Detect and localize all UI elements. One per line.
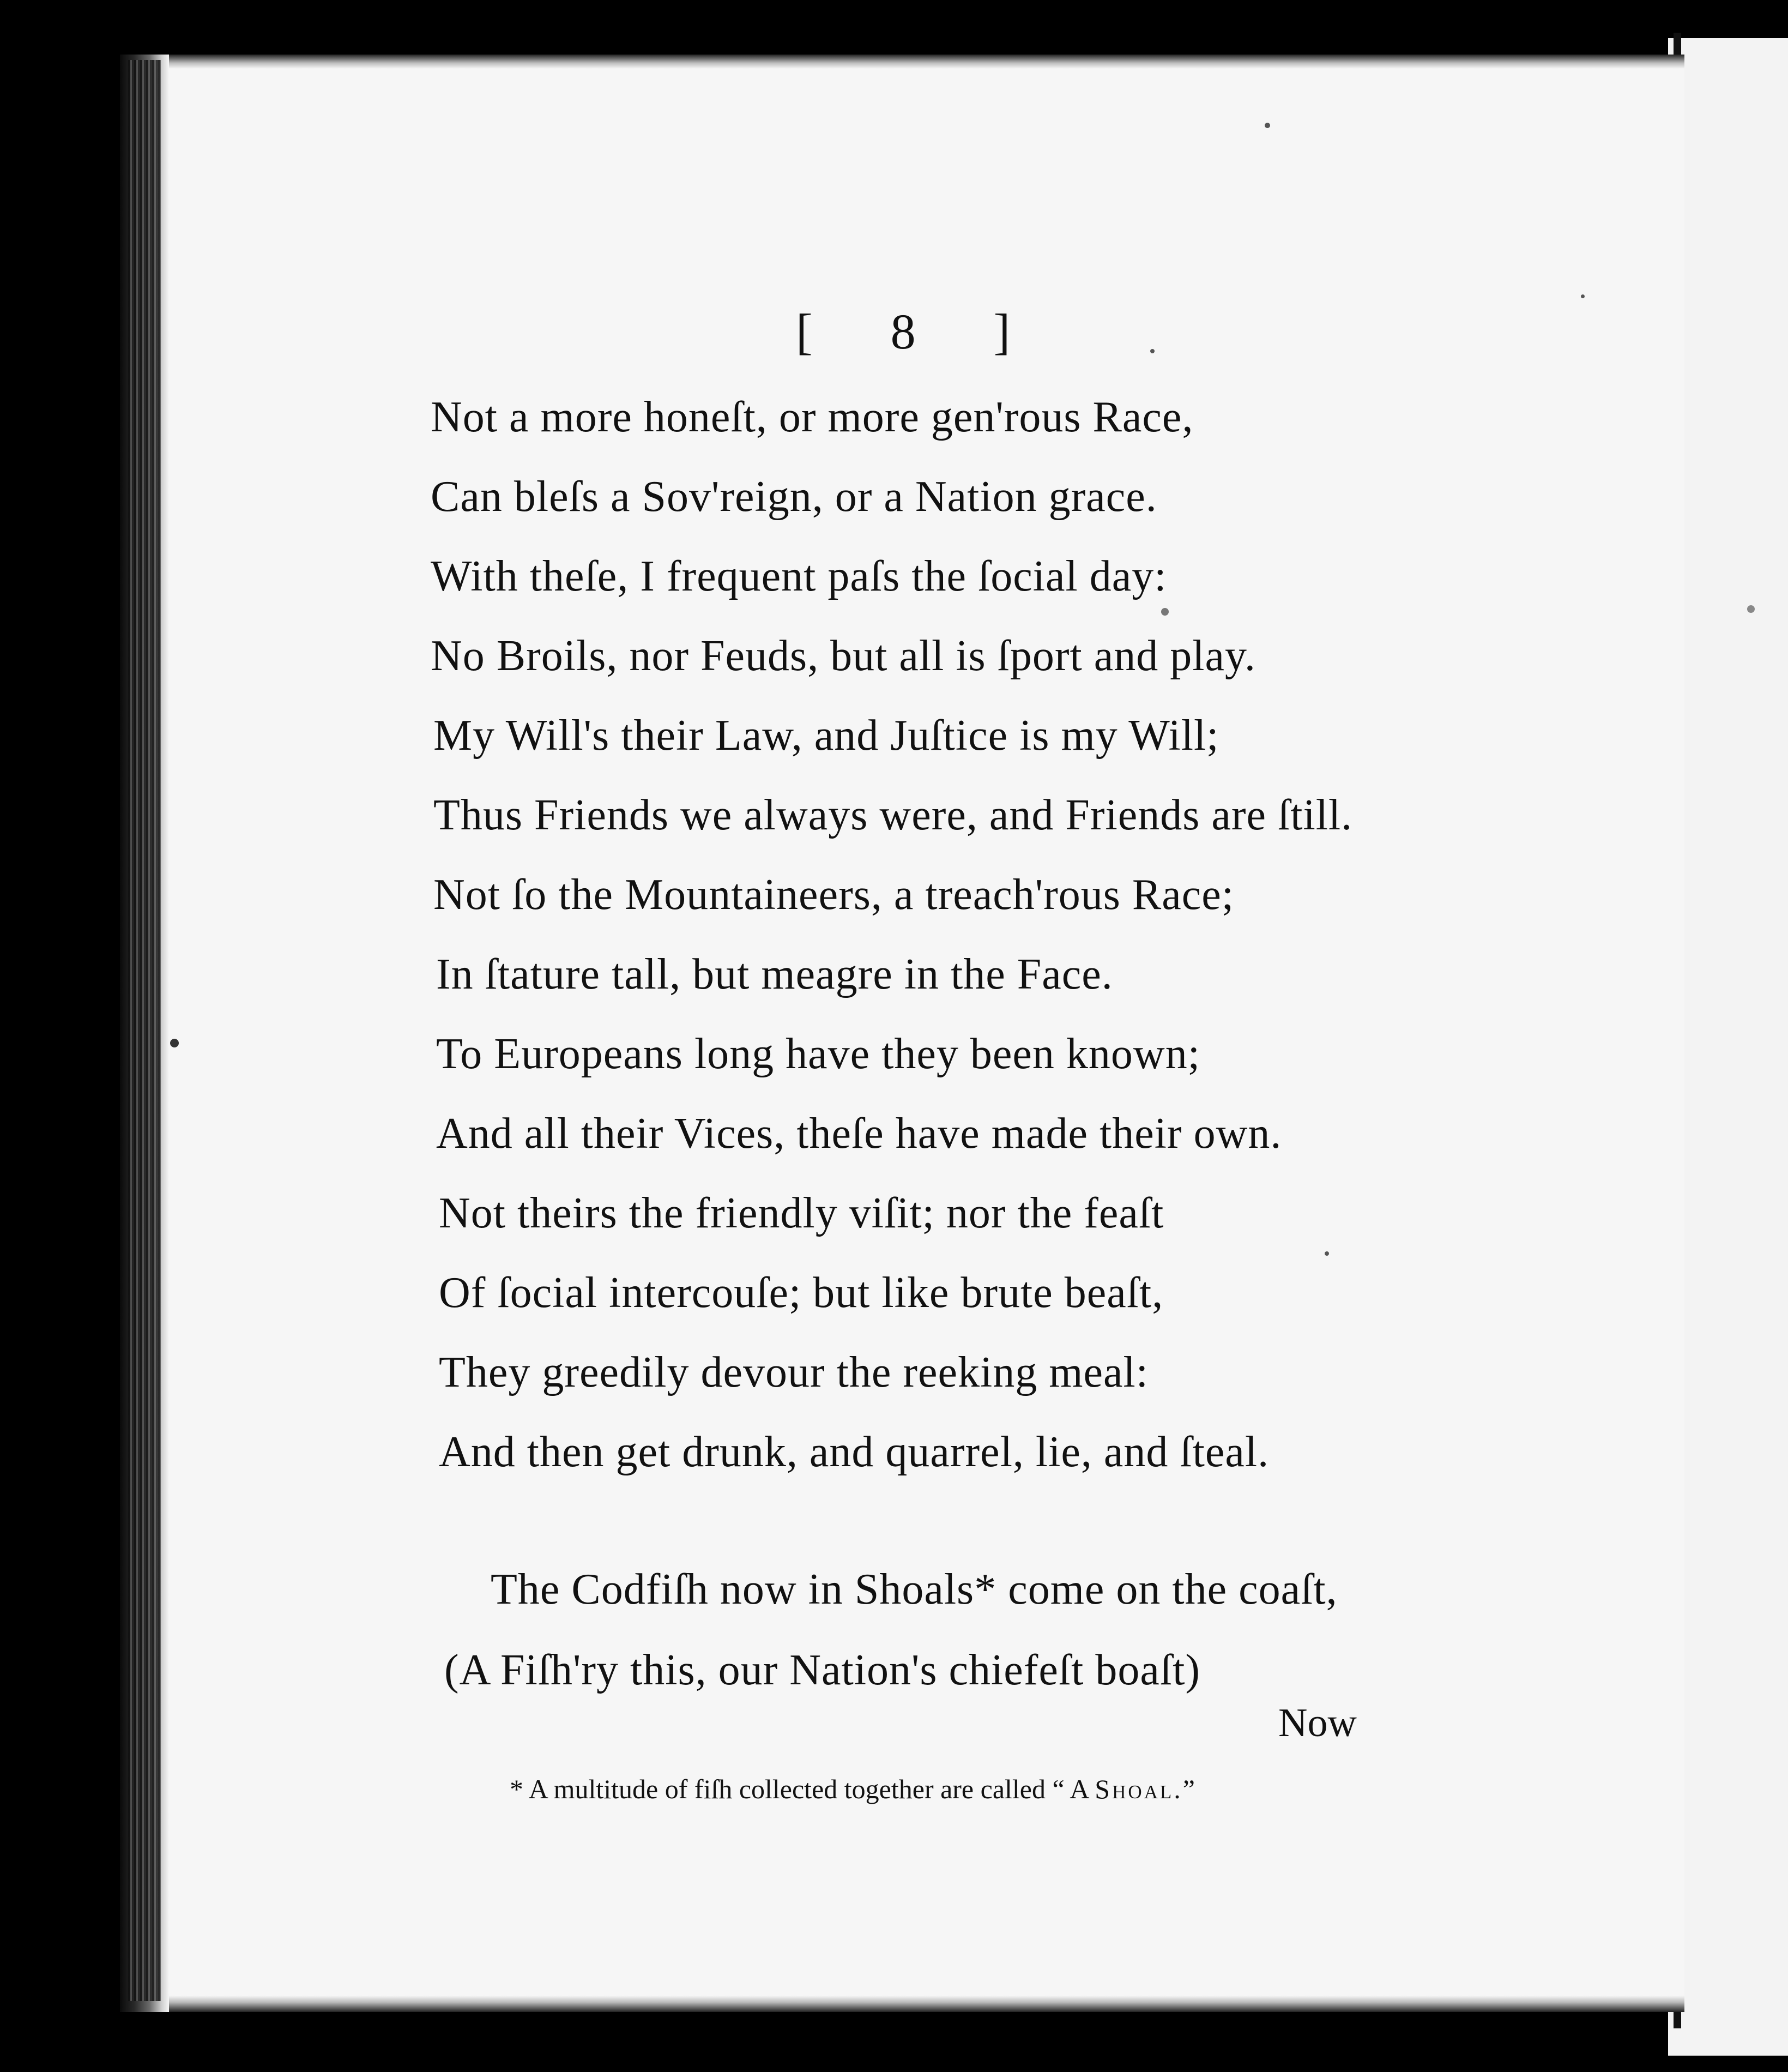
footnote-text: * A multitude of fiſh collected together are called “ A [510,1774,1095,1804]
verse-line-12: Of ſocial intercouſe; but like brute beaſt, [439,1269,1164,1317]
verse-line-10: And all their Vices, theſe have made their own. [436,1110,1282,1158]
page-top-edge [120,55,1684,69]
verse-line-5: My Will's their Law, and Juſtice is my Will; [433,712,1219,760]
scan-speck [1747,605,1755,613]
verse-line-11: Not theirs the friendly viſit; nor the feaſt [439,1189,1164,1237]
verse-line-8: In ſtature tall, but meagre in the Face. [436,950,1113,998]
verse-line-9: To Europeans long have they been known; [436,1030,1200,1078]
verse-line-2: Can bleſs a Sov'reign, or a Nation grace. [431,473,1157,521]
verse-line-15: The Codfiſh now in Shoals* come on the coaſt, [491,1565,1338,1613]
verse-line-4: No Broils, nor Feuds, but all is ſport and play. [431,632,1256,680]
page-stack-edges [128,60,161,2001]
scan-speck [1150,349,1155,353]
verse-line-6: Thus Friends we always were, and Friends are ſtill. [433,791,1353,839]
verse-line-7: Not ſo the Mountaineers, a treach'rous Race; [433,871,1235,919]
verse-line-13: They greedily devour the reeking meal: [439,1348,1149,1396]
verse-line-1: Not a more honeſt, or more gen'rous Race, [431,393,1194,441]
scan-speck [1581,294,1585,298]
scan-speck [170,1039,179,1047]
footnote-term: Shoal. [1095,1774,1183,1804]
verse-line-3: With theſe, I frequent paſs the ſocial day: [431,552,1167,600]
footnote [510,1773,1195,1805]
facing-page-edge [1668,38,1788,2056]
scan-speck [1161,608,1169,616]
verse-line-14: And then get drunk, and quarrel, lie, and ſteal. [439,1428,1270,1476]
catchword: Now [1278,1701,1357,1745]
verse-line-16: (A Fiſh'ry this, our Nation's chiefeſt boaſt) [444,1646,1200,1694]
page-number: [ 8 ] [796,304,1043,359]
scan-speck [1325,1251,1329,1256]
footnote-close-quote: ” [1182,1774,1195,1804]
page-bottom-edge [120,1996,1684,2012]
scan-speck [1265,123,1270,128]
